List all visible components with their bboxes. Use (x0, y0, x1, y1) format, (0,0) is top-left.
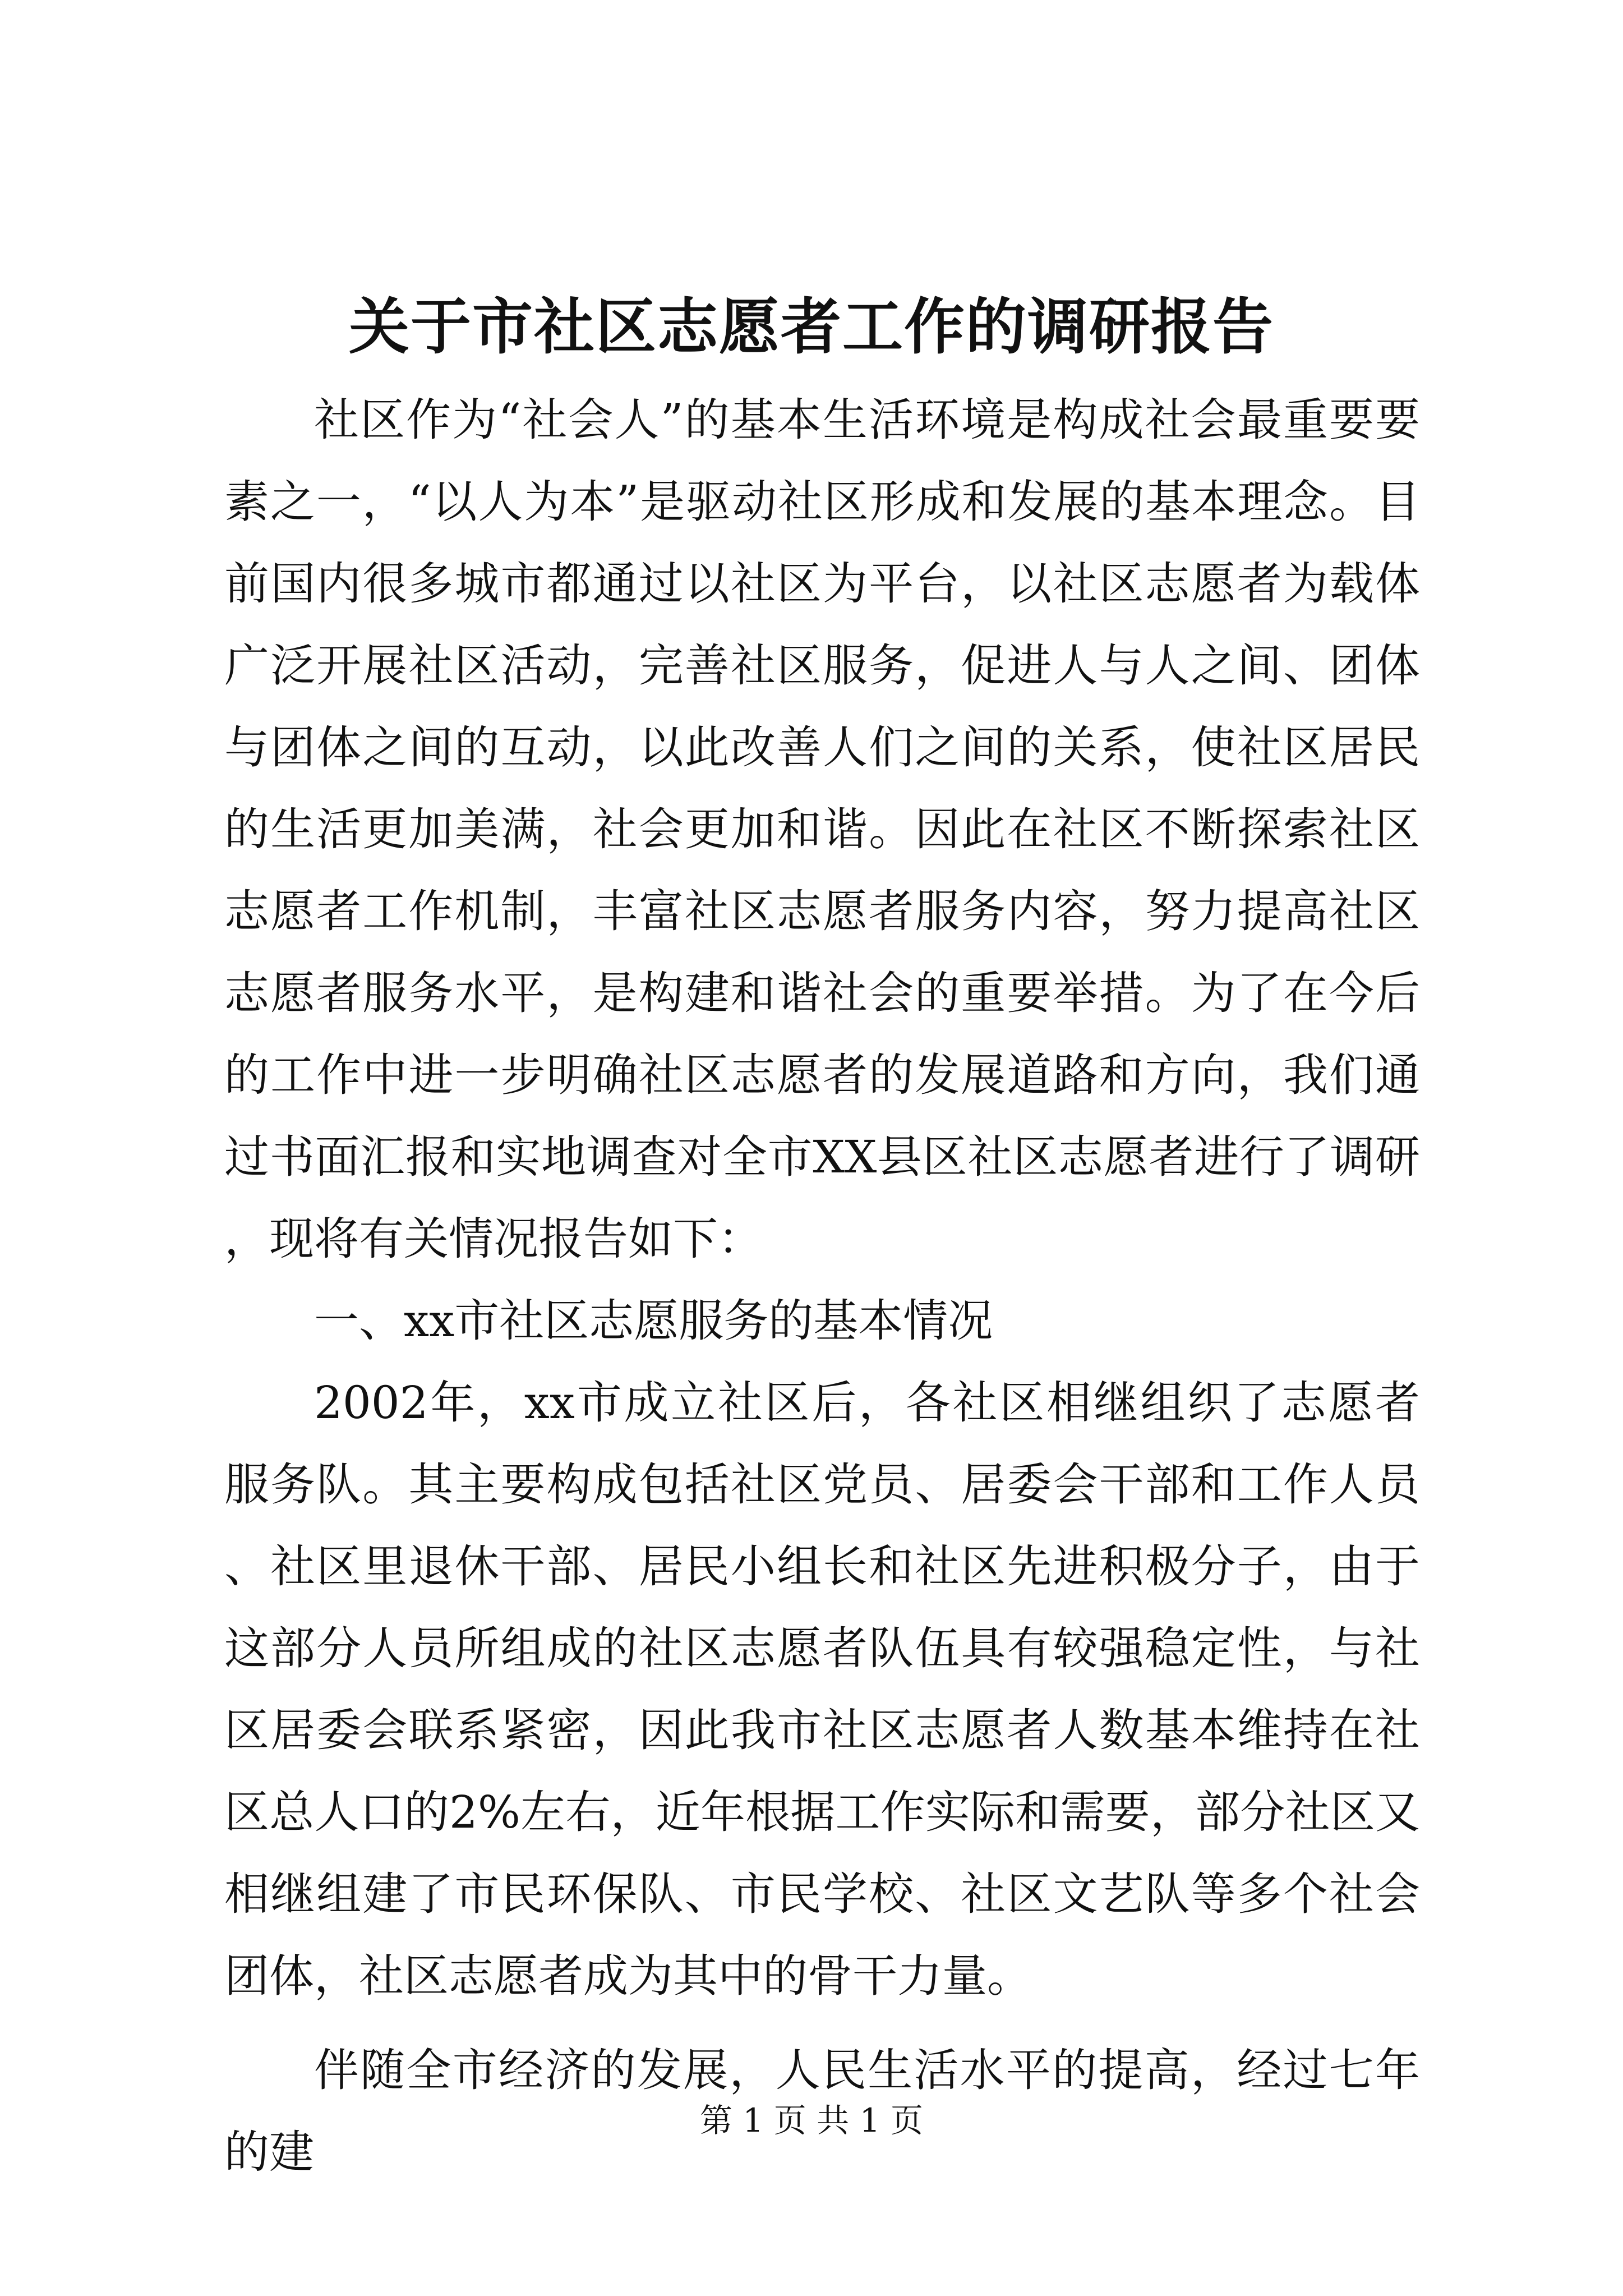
paragraph-development: 伴随全市经济的发展，人民生活水平的提高，经过七年的建 (224, 2044, 1420, 2178)
page-footer: 第 1 页 共 1 页 (700, 2101, 923, 2139)
document-title: 关于市社区志愿者工作的调研报告 (348, 292, 1274, 362)
paragraph-intro: 社区作为“社会人”的基本生活环境是构成社会最重要要素之一，“以人为本”是驱动社区形成和发展的基本理念。目前国内很多城市都通过以社区为平台，以社区志愿者为载体广泛开展社区活动，完善社区服务，促进人与人之间、团体与团体之间的互动，以此改善人们之间的关系，使社区居民的生活更加美满，社会更加和谐。因此在社区不断探索社区志愿者工作机制，丰富社区志愿者服务内容，努力提高社区志愿者服务水平，是构建和谐社会的重要举措。为了在今后的工作中进一步明确社区志愿者的发展道路和方向，我们通过书面汇报和实地调查对全市XX县区社区志愿者进行了调研，现将有关情况报告如下： (224, 394, 1420, 1265)
paragraph-basic-situation: 2002年，xx市成立社区后，各社区相继组织了志愿者服务队。其主要构成包括社区党员、居委会干部和工作人员、社区里退休干部、居民小组长和社区先进积极分子，由于这部分人员所组成的社区志愿者队伍具有较强稳定性，与社区居委会联系紧密，因此我市社区志愿者人数基本维持在社区总人口的2%左右，近年根据工作实际和需要，部分社区又相继组建了市民环保队、市民学校、社区文艺队等多个社会团体，社区志愿者成为其中的骨干力量。 (224, 1377, 1420, 2002)
section-heading-1: 一、xx市社区志愿服务的基本情况 (314, 1295, 993, 1347)
document-body (224, 379, 1420, 2193)
